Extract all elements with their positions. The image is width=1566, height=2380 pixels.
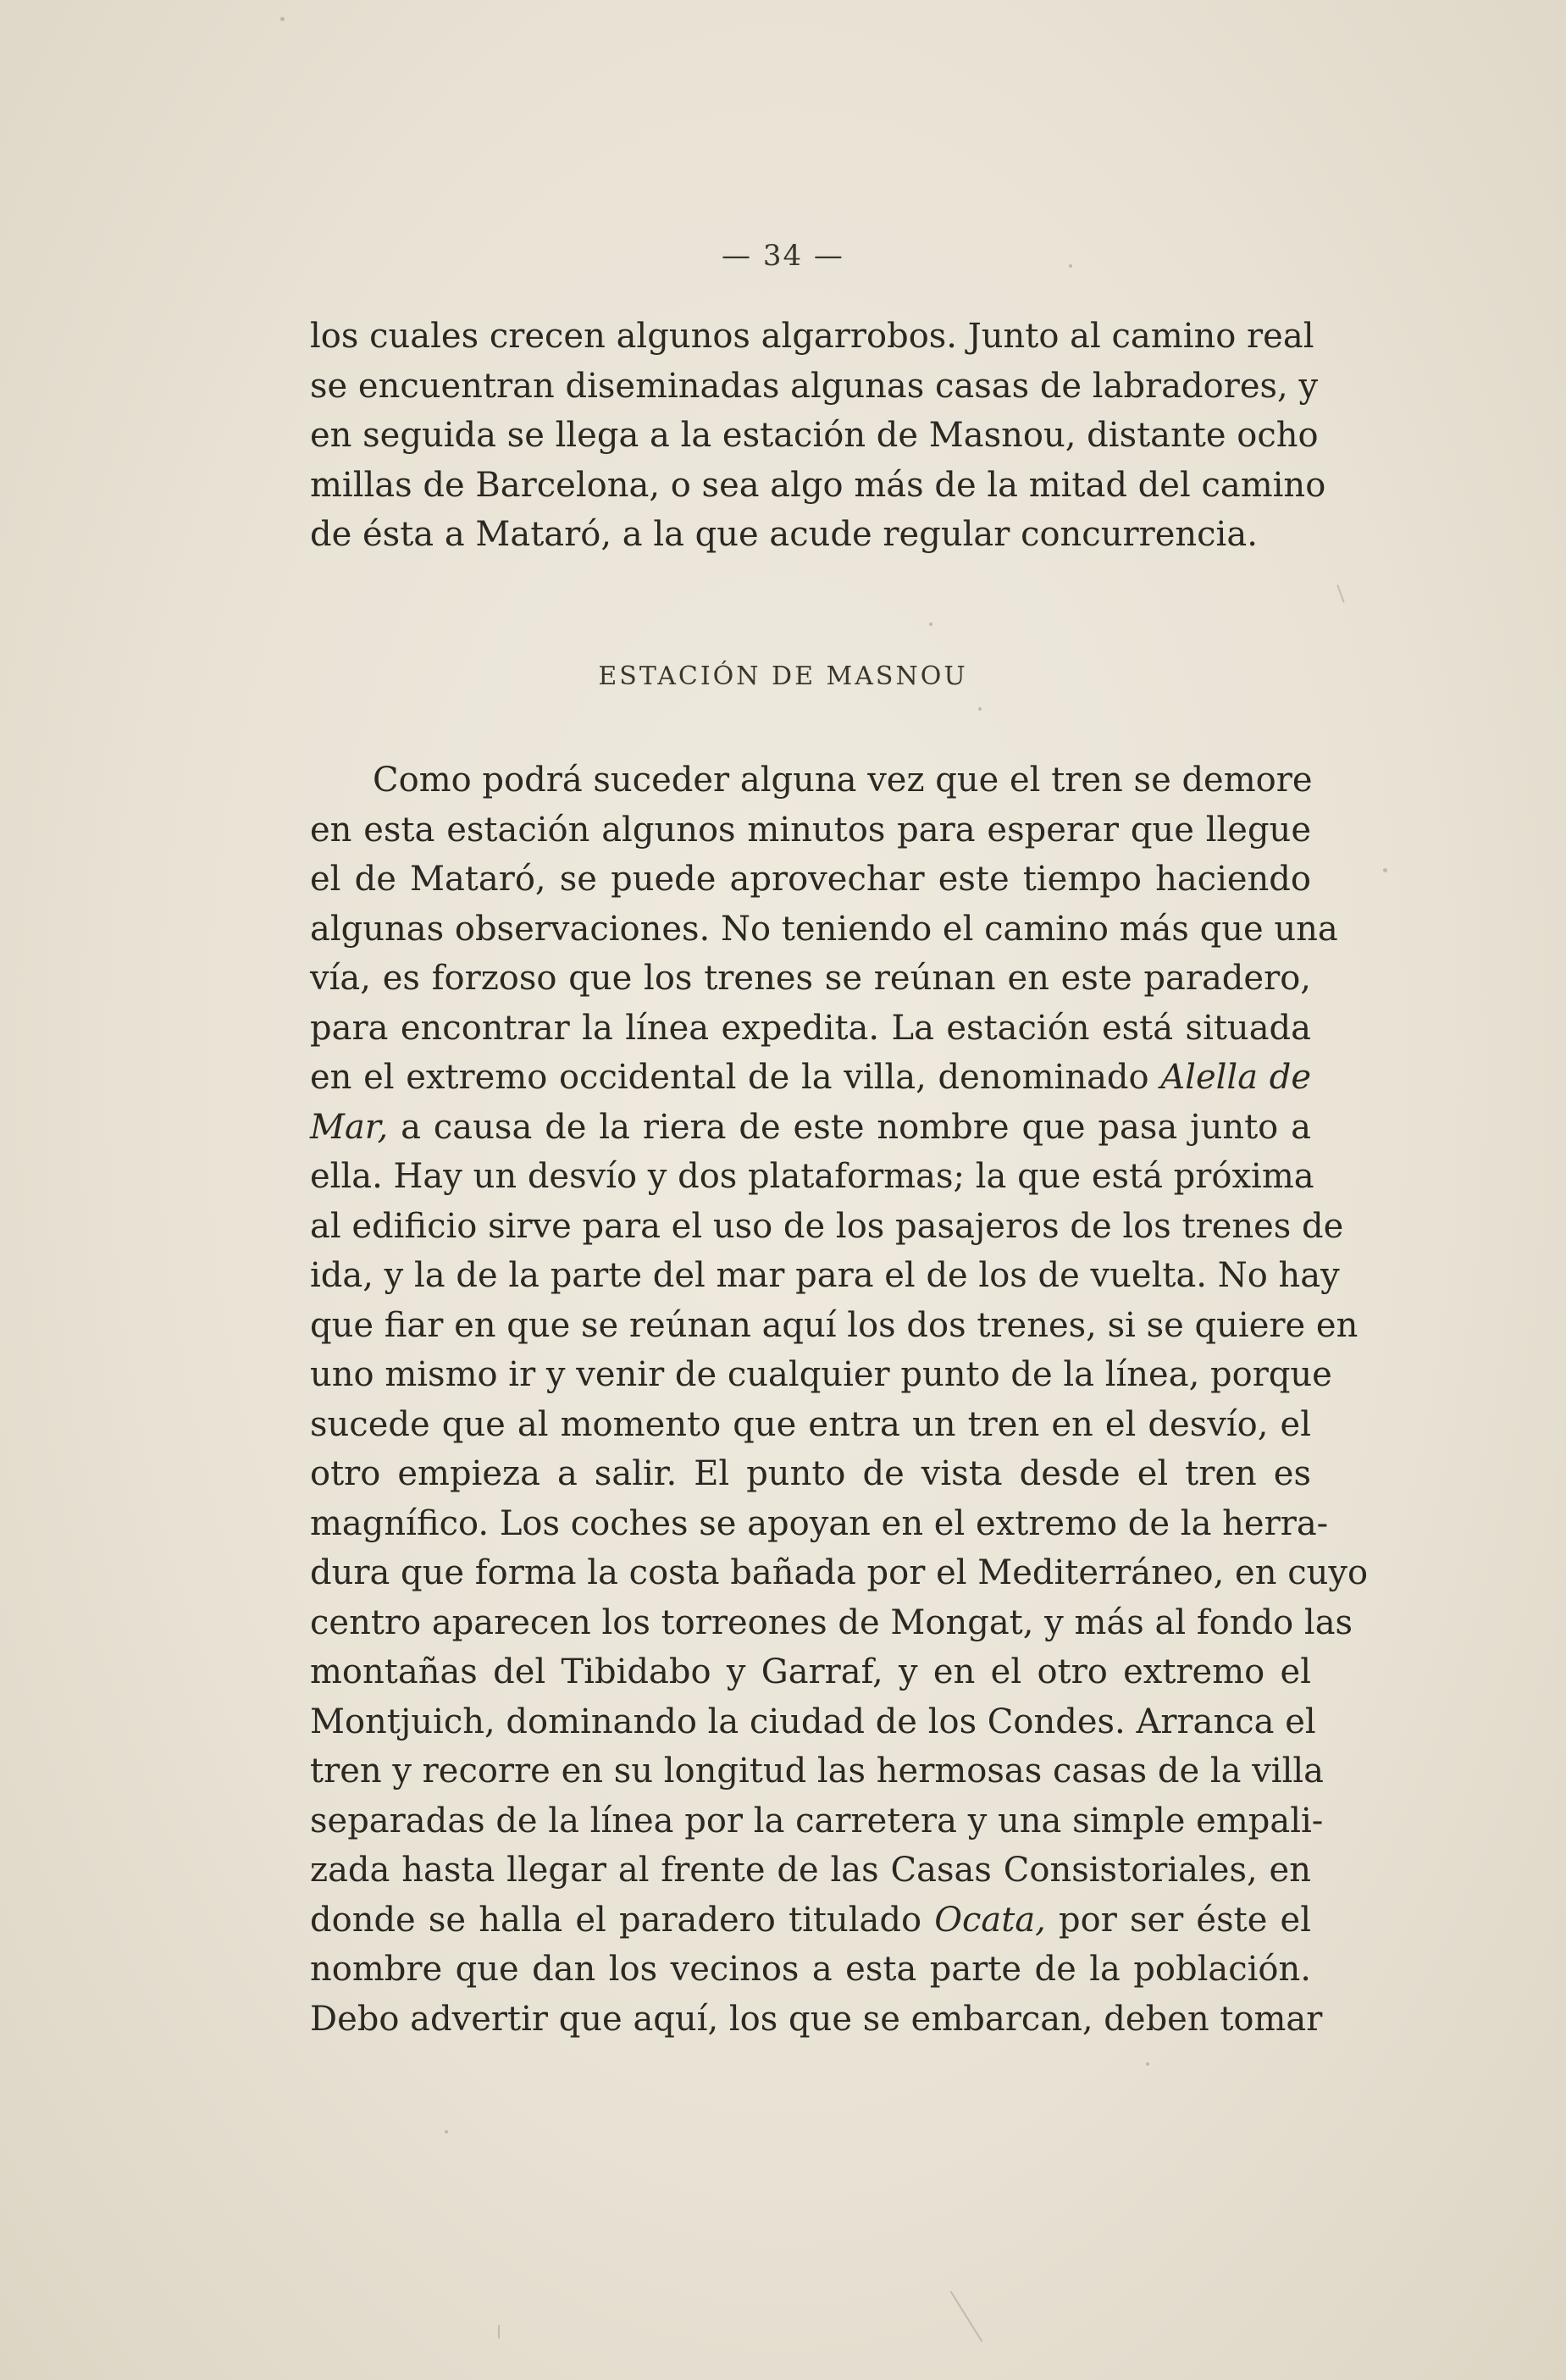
text-line: al edificio sirve para el uso de los pasajeros de los trenes de <box>310 1206 1344 1246</box>
text-line: Montjuich, dominando la ciudad de los Condes. Arranca el <box>310 1702 1316 1741</box>
intro-paragraph <box>310 312 1326 560</box>
text-line: en seguida se llega a la estación de Masnou, distante ocho <box>310 416 1319 455</box>
text-line: montañas del Tibidabo y Garraf, y en el otro extremo el <box>310 1652 1311 1691</box>
text-line: de ésta a Mataró, a la que acude regular concurrencia. <box>310 515 1258 554</box>
text-line: el de Mataró, se puede aprovechar este tiempo haciendo <box>310 860 1311 899</box>
text-line: nombre que dan los vecinos a esta parte de la población. <box>310 1950 1311 1989</box>
text-line: se encuentran diseminadas algunas casas de labradores, y <box>310 366 1319 406</box>
text-line: otro empieza a salir. El punto de vista desde el tren es <box>310 1454 1311 1493</box>
text-line: algunas observaciones. No teniendo el camino más que una <box>310 909 1338 949</box>
paper-speck <box>1383 868 1387 872</box>
text-segment: en el extremo occidental de la villa, denominado <box>310 1058 1149 1097</box>
paper-mark <box>1336 584 1344 602</box>
text-line: ida, y la de la parte del mar para el de los de vuelta. No hay <box>310 1256 1340 1295</box>
text-segment: por ser éste el <box>1059 1900 1311 1940</box>
paper-speck <box>280 17 285 21</box>
section-heading: ESTACIÓN DE MASNOU <box>598 661 968 691</box>
paper-mark <box>950 2291 983 2342</box>
text-line: sucede que al momento que entra un tren en el desvío, el <box>310 1404 1311 1444</box>
italic-place-name: Alella de <box>1160 1058 1311 1097</box>
text-segment: a causa de la riera de este nombre que pasa junto a <box>401 1107 1311 1147</box>
text-line: vía, es forzoso que los trenes se reúnan en este paradero, <box>310 959 1311 998</box>
text-line: dura que forma la costa bañada por el Mediterráneo, en cuyo <box>310 1553 1369 1592</box>
text-line: centro aparecen los torreones de Mongat, y más al fondo las <box>310 1602 1353 1642</box>
text-line: uno mismo ir y venir de cualquier punto de la línea, porque <box>310 1355 1332 1394</box>
text-line: en esta estación algunos minutos para esperar que llegue <box>310 810 1311 850</box>
page-number: — 34 — <box>722 239 844 273</box>
italic-place-name: Ocata, <box>934 1900 1046 1940</box>
paper-mark <box>498 2325 500 2338</box>
body-paragraph <box>310 756 1369 2044</box>
text-line: que fiar en que se reúnan aquí los dos trenes, si se quiere en <box>310 1305 1358 1345</box>
text-line <box>310 1896 1311 1946</box>
text-line: tren y recorre en su longitud las hermosas casas de la villa <box>310 1752 1325 1791</box>
text-line: millas de Barcelona, o sea algo más de la mitad del camino <box>310 465 1326 505</box>
paper-speck <box>445 2130 448 2134</box>
text-line <box>310 1053 1311 1103</box>
text-line: ella. Hay un desvío y dos plataformas; la que está próxima <box>310 1157 1314 1196</box>
text-line: Como podrá suceder alguna vez que el tren se demore <box>373 761 1313 800</box>
text-line: los cuales crecen algunos algarrobos. Junto al camino real <box>310 317 1314 356</box>
paper-speck <box>1146 2062 1149 2066</box>
paper-speck <box>978 707 982 711</box>
paper-speck <box>929 623 932 626</box>
text-line <box>310 1103 1311 1153</box>
text-segment: donde se halla el paradero titulado <box>310 1900 922 1940</box>
text-line: zada hasta llegar al frente de las Casas Consistoriales, en <box>310 1851 1311 1890</box>
text-line: para encontrar la línea expedita. La estación está situada <box>310 1008 1311 1048</box>
paper-speck <box>1069 264 1072 268</box>
italic-place-name: Mar, <box>310 1107 389 1147</box>
text-line: magnífico. Los coches se apoyan en el extremo de la herra- <box>310 1503 1329 1543</box>
text-line: Debo advertir que aquí, los que se embarcan, deben tomar <box>310 1999 1323 2039</box>
text-line: separadas de la línea por la carretera y una simple empali- <box>310 1801 1324 1840</box>
